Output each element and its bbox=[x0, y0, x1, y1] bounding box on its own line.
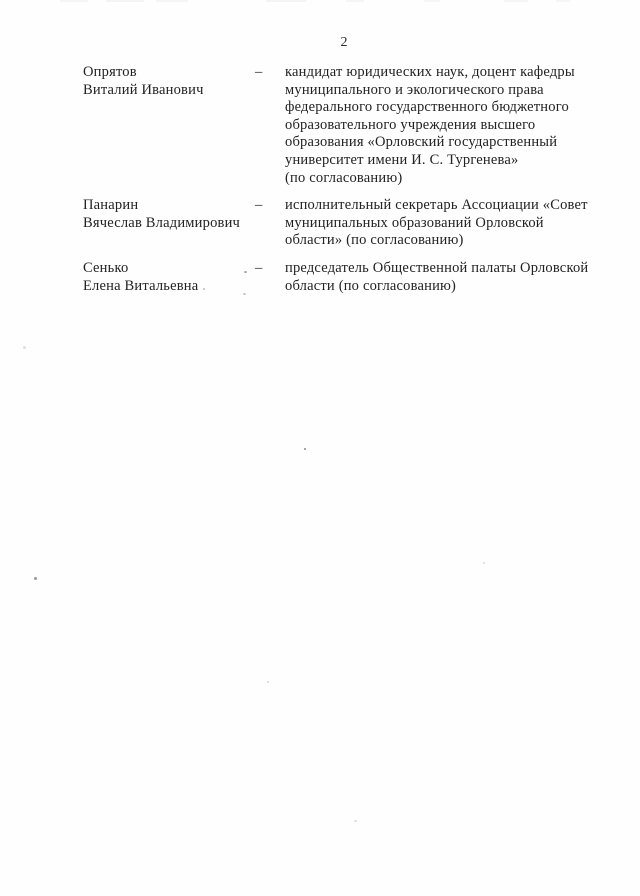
dash-separator: – bbox=[255, 197, 263, 214]
scan-speckle bbox=[23, 346, 26, 349]
role-line: муниципального и экологического права bbox=[285, 81, 544, 98]
member-surname: Опрятов bbox=[83, 64, 137, 80]
role-line: области (по согласованию) bbox=[285, 277, 457, 294]
role-line: области» (по согласованию) bbox=[285, 232, 464, 249]
member-role bbox=[285, 64, 605, 187]
role-line: образования «Орловский государственный bbox=[285, 134, 558, 151]
role-line: федерального государственного бюджетного bbox=[285, 99, 569, 116]
scan-speckle bbox=[244, 271, 247, 273]
member-given-names: Елена Витальевна bbox=[83, 277, 199, 294]
scan-speckle bbox=[243, 293, 246, 295]
member-entry bbox=[83, 260, 605, 295]
scan-smudge bbox=[60, 0, 88, 2]
member-name bbox=[83, 260, 255, 295]
scan-smudge bbox=[556, 0, 570, 2]
role-line: муниципальных образований Орловской bbox=[285, 214, 544, 231]
member-name bbox=[83, 64, 255, 99]
role-line: (по согласованию) bbox=[285, 169, 403, 186]
scan-smudge bbox=[156, 0, 188, 2]
member-given-names: Вячеслав Владимирович bbox=[83, 214, 241, 231]
scan-speckle bbox=[483, 562, 485, 564]
member-role bbox=[285, 197, 605, 250]
role-line: председатель Общественной палаты Орловской bbox=[285, 259, 589, 276]
scan-speckle bbox=[304, 448, 306, 450]
dash-separator: – bbox=[255, 259, 263, 276]
scan-speckle bbox=[354, 820, 357, 822]
role-line: образовательного учреждения высшего bbox=[285, 116, 536, 133]
scan-smudge bbox=[266, 0, 306, 2]
role-line: университет имени И. С. Тургенева» bbox=[285, 151, 519, 168]
scan-speckle bbox=[34, 577, 37, 580]
scan-smudge bbox=[346, 0, 364, 2]
member-entry bbox=[83, 197, 605, 250]
role-line: исполнительный секретарь Ассоциации «Совет bbox=[285, 197, 588, 214]
page-number: 2 bbox=[340, 35, 348, 50]
role-line: кандидат юридических наук, доцент кафедры bbox=[285, 64, 575, 80]
member-surname: Сенько bbox=[83, 259, 129, 276]
scan-smudge bbox=[106, 0, 144, 2]
scan-speckle bbox=[267, 681, 269, 683]
commission-members-list bbox=[83, 64, 605, 305]
member-entry bbox=[83, 64, 605, 187]
dash-separator: – bbox=[255, 64, 263, 80]
member-name bbox=[83, 197, 255, 232]
scan-smudge bbox=[504, 0, 528, 2]
member-given-names: Виталий Иванович bbox=[83, 81, 204, 98]
member-role bbox=[285, 260, 605, 295]
scan-smudge bbox=[424, 0, 440, 2]
scan-speckle bbox=[203, 288, 205, 290]
member-surname: Панарин bbox=[83, 197, 139, 214]
